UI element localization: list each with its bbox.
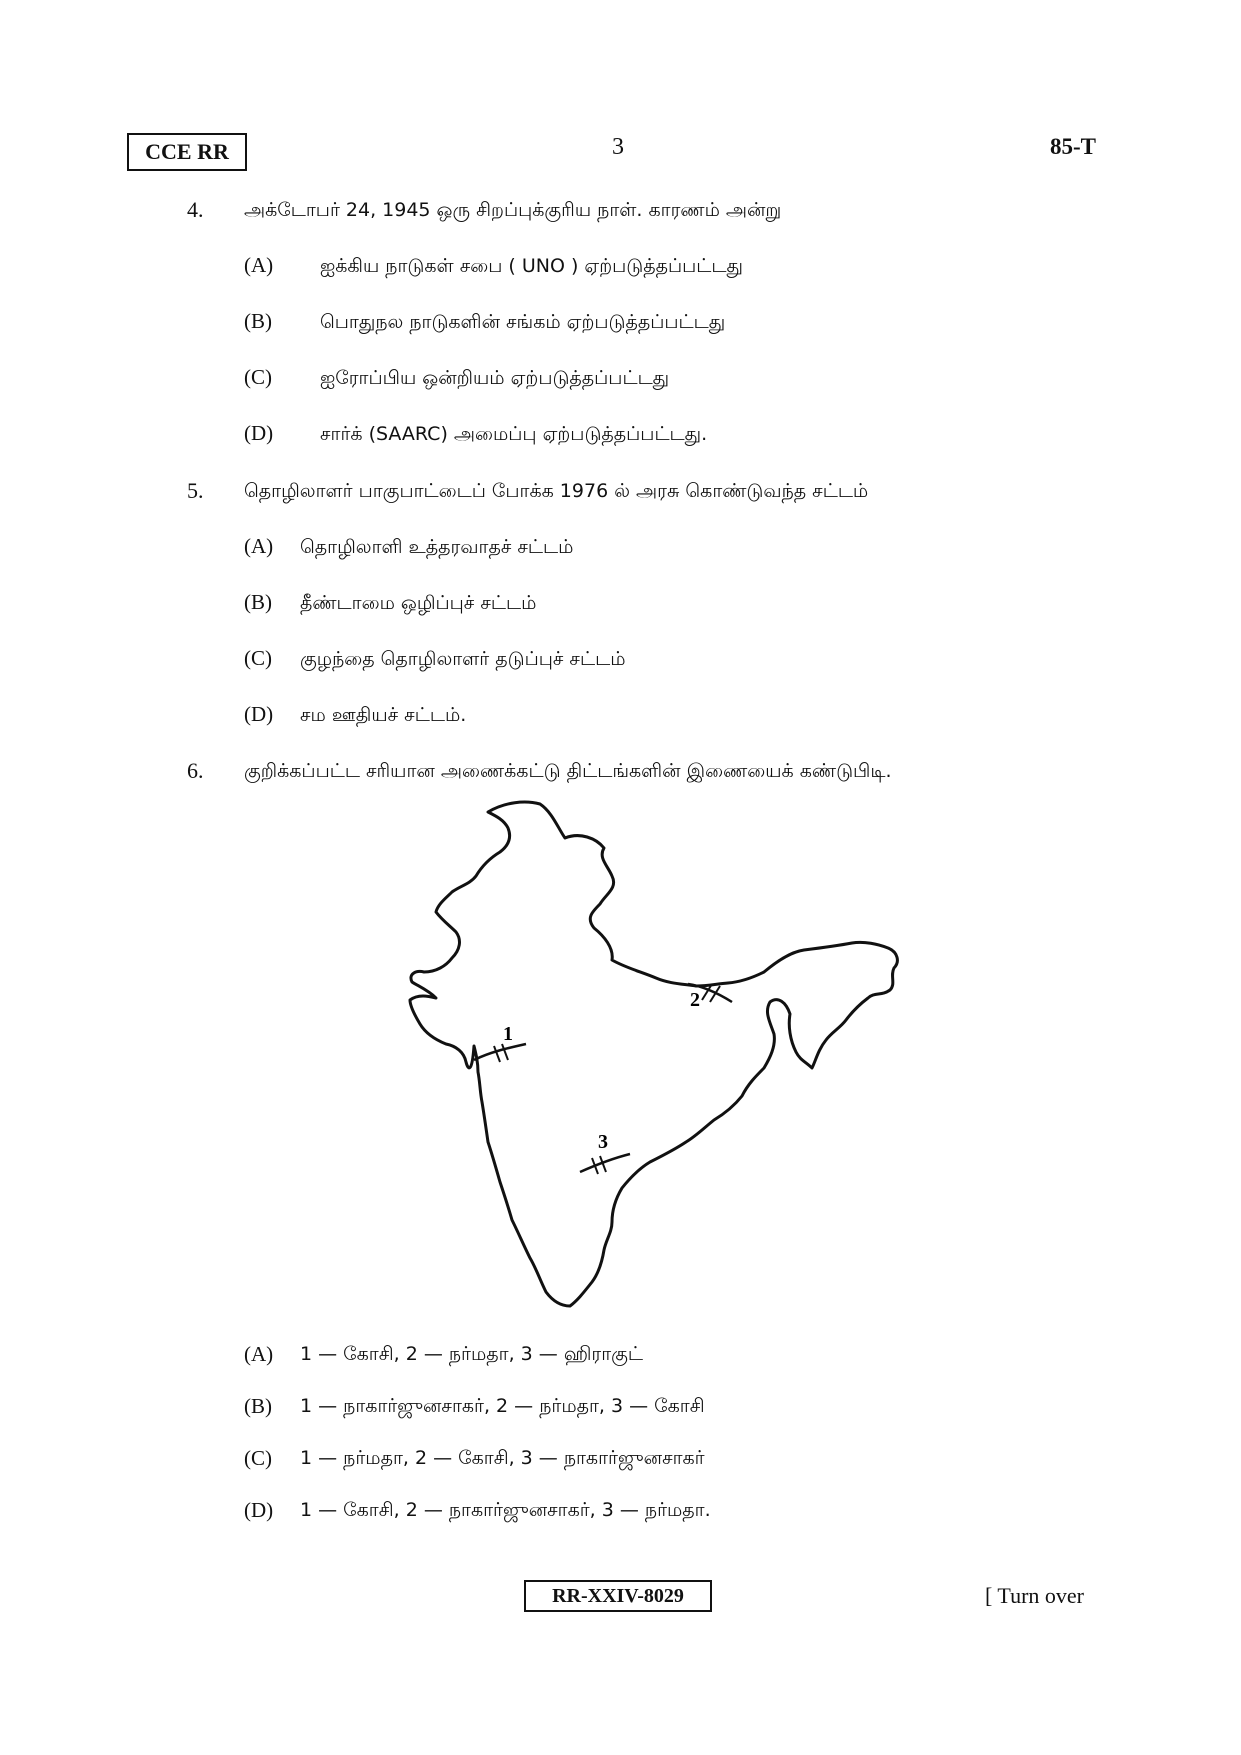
q6-option-b-label: (B)	[244, 1394, 272, 1418]
q5-option-b-text: தீண்டாமை ஒழிப்புச் சட்டம்	[300, 592, 537, 614]
q5-option-a-text: தொழிலாளி உத்தரவாதச் சட்டம்	[300, 536, 574, 558]
india-map	[390, 795, 910, 1315]
question-5-number: 5.	[187, 478, 204, 503]
question-6-text: குறிக்கப்பட்ட சரியான அணைக்கட்டு திட்டங்களின் இணையைக் கண்டுபிடி.	[244, 760, 892, 782]
q4-option-d-label: (D)	[244, 421, 274, 445]
q5-option-a-label: (A)	[244, 534, 274, 558]
q6-option-d-label: (D)	[244, 1498, 274, 1522]
q4-option-b-text: பொதுநல நாடுகளின் சங்கம் ஏற்படுத்தப்பட்டது	[320, 311, 726, 333]
q4-option-a-label: (A)	[244, 253, 274, 277]
q5-option-c-text: குழந்தை தொழிலாளர் தடுப்புச் சட்டம்	[300, 648, 626, 670]
q4-option-a-text: ஐக்கிய நாடுகள் சபை ( UNO ) ஏற்படுத்தப்பட்டது	[320, 255, 743, 277]
paper-code: 85-T	[1050, 134, 1096, 159]
page-number: 3	[612, 134, 624, 160]
question-4-number: 4.	[187, 197, 204, 222]
q6-option-a-label: (A)	[244, 1342, 274, 1366]
q4-option-c-text: ஐரோப்பிய ஒன்றியம் ஏற்படுத்தப்பட்டது	[320, 367, 670, 389]
q5-option-d-text: சம ஊதியச் சட்டம்.	[300, 704, 467, 726]
q6-option-c-text: 1 — நர்மதா, 2 — கோசி, 3 — நாகார்ஜுனசாகர்	[300, 1447, 705, 1469]
q6-option-d-text: 1 — கோசி, 2 — நாகார்ஜுனசாகர், 3 — நர்மதா.	[300, 1499, 711, 1521]
turn-over-text: [ Turn over	[985, 1583, 1085, 1608]
header-code-box: CCE RR	[127, 133, 247, 171]
q5-option-d-label: (D)	[244, 702, 274, 726]
map-label-1: 1	[503, 1023, 513, 1045]
q5-option-b-label: (B)	[244, 590, 272, 614]
map-label-2: 2	[690, 989, 700, 1011]
q5-option-c-label: (C)	[244, 646, 272, 670]
q4-option-c-label: (C)	[244, 365, 272, 389]
question-4-text: அக்டோபர் 24, 1945 ஒரு சிறப்புக்குரிய நாள். காரணம் அன்று	[244, 199, 782, 221]
q4-option-b-label: (B)	[244, 309, 272, 333]
q6-option-a-text: 1 — கோசி, 2 — நர்மதா, 3 — ஹிராகுட்	[300, 1343, 644, 1365]
q6-option-b-text: 1 — நாகார்ஜுனசாகர், 2 — நர்மதா, 3 — கோசி	[300, 1395, 705, 1417]
q4-option-d-text: சார்க் (SAARC) அமைப்பு ஏற்படுத்தப்பட்டது.	[320, 423, 708, 445]
question-5-text: தொழிலாளர் பாகுபாட்டைப் போக்க 1976 ல் அரசு கொண்டுவந்த சட்டம்	[244, 480, 869, 502]
q6-option-c-label: (C)	[244, 1446, 272, 1470]
footer-code-box: RR-XXIV-8029	[524, 1580, 712, 1612]
map-label-3: 3	[598, 1131, 608, 1153]
india-outline	[410, 802, 897, 1306]
question-6-number: 6.	[187, 758, 204, 783]
